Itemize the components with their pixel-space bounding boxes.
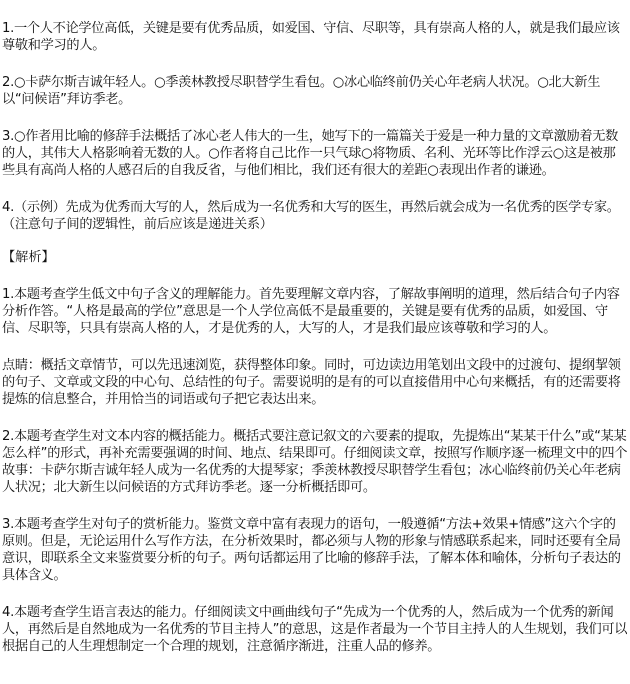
analysis-3: 3.本题考查学生对句子的赏析能力。鉴赏文章中富有表现力的语句，一般遵循“方法+效果+情感”这六个字的原则。但是，无论运用什么写作方法，在分析效果时，都必须与人物的形象与情感联系起来，同时还要有全局意识，即联系全文来鉴赏要分析的句子。两句话都运用了比喻的修辞手法，了解本体和喻体，分析句子表达的具体含义。 [2,517,621,583]
analysis-4: 4.本题考查学生语言表达的能力。仔细阅读文中画曲线句子“先成为一个优秀的人，然后成为一个优秀的新闻人，再然后是自然地成为一名优秀的节目主持人”的意思，这是作者最为一个节目主持人的人生规划，我们可以根据自己的人生理想制定一个合理的规划，注意循序渐进，注重人品的修养。 [2,605,628,654]
answer-1: 1.一个人不论学位高低，关键是要有优秀品质，如爱国、守信、尽职等，具有崇高人格的人，就是我们最应该尊敬和学习的人。 [2,21,620,53]
analysis-1: 1.本题考查学生低文中句子含义的理解能力。首先要理解文章内容，了解故事阐明的道理，然后结合句子内容分析作答。“人格是最高的学位”意思是一个人学位高低不是最重要的，关键是要有优秀的品质，如爱国、守信、尽职等，只具有崇高人格的人，才是优秀的人，大写的人，才是我们最应该尊敬和学习的人。 [2,287,620,336]
analysis-2: 2.本题考查学生对文本内容的概括能力。概括式要注意记叙文的六要素的提取，先提炼出“某某干什么”或“某某怎么样”的形式，再补充需要强调的时间、地点、结果即可。仔细阅读文章，按照写作顺序逐一梳理文中的四个故事：卡萨尔斯吉诚年轻人成为一名优秀的大提琴家；季羡林教授尽职替学生看包；冰心临终前仍关心年老病人状况；北大新生以问候语的方式拜访季老。逐一分析概括即可。 [2,429,628,495]
answer-2: 2.○卡萨尔斯吉诚年轻人。○季羡林教授尽职替学生看包。○冰心临终前仍关心年老病人状况。○北大新生以“问候语”拜访季老。 [2,75,601,107]
document-body [2,4,628,655]
answer-3: 3.○作者用比喻的修辞手法概括了冰心老人伟大的一生，她写下的一篇篇关于爱是一种力量的文章激励着无数的人，其伟大人格影响着无数的人。○作者将自己比作一只气球○将物质、名利、光环等比作浮云○这是被那些具有高尚人格的人感召后的自我反省，与他们相比，我们还有很大的差距○表现出作者的谦逊。 [2,129,619,178]
analysis-tip: 点睛：概括文章情节，可以先迅速浏览，获得整体印象。同时，可边读边用笔划出文段中的过渡句、提纲挈领的句子、文章或文段的中心句、总结性的句子。需要说明的是有的可以直接借用中心句来概括，有的还需要将提炼的信息整合，并用恰当的词语或句子把它表达出来。 [2,358,621,407]
analysis-heading: 【解析】 [2,250,55,265]
answer-4: 4.（示例）先成为优秀而大写的人，然后成为一名优秀和大写的医生，再然后就会成为一名优秀的医学专家。（注意句子间的逻辑性，前后应该是递进关系） [2,200,620,232]
